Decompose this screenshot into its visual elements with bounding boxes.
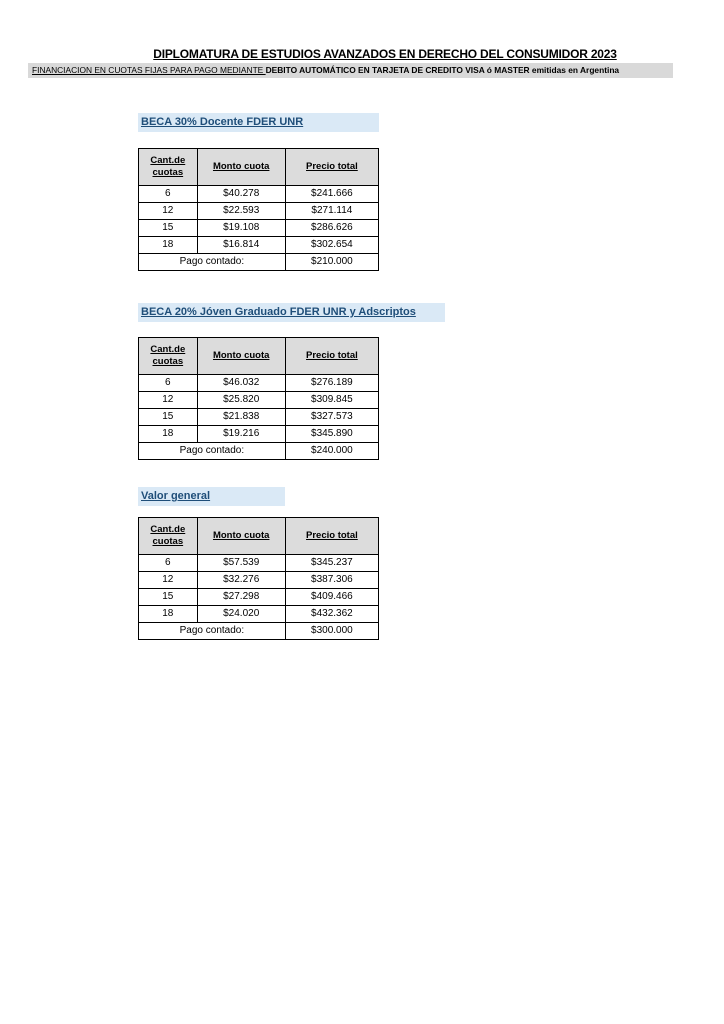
cell-cuotas: 15 (139, 220, 198, 237)
table-row (139, 572, 379, 589)
cell-monto: $40.278 (197, 186, 285, 203)
table-header-row (139, 149, 379, 186)
cell-precio: $271.114 (285, 203, 378, 220)
cell-monto: $27.298 (197, 589, 285, 606)
fee-table-beca-30 (138, 148, 379, 271)
table-row (139, 186, 379, 203)
table-header-row (139, 518, 379, 555)
contado-row (139, 623, 379, 640)
contado-label: Pago contado: (139, 623, 286, 640)
cell-monto: $22.593 (197, 203, 285, 220)
section-label-beca-30: BECA 30% Docente FDER UNR (138, 113, 379, 132)
cell-cuotas: 15 (139, 409, 198, 426)
cell-precio: $345.237 (285, 555, 378, 572)
table-row (139, 237, 379, 254)
section-label-valor-general: Valor general (138, 487, 285, 506)
cell-cuotas: 6 (139, 375, 198, 392)
table-row (139, 392, 379, 409)
contado-value: $210.000 (285, 254, 378, 271)
header-precio: Precio total (285, 518, 378, 555)
subheader-bold-text: DEBITO AUTOMÁTICO EN TARJETA DE CREDITO VISA ó MASTER emitidas en Argentina (265, 65, 620, 75)
header-monto: Monto cuota (197, 518, 285, 555)
table-row (139, 220, 379, 237)
subheader-normal-text: FINANCIACION EN CUOTAS FIJAS PARA PAGO MEDIANTE (32, 65, 266, 75)
cell-precio: $387.306 (285, 572, 378, 589)
contado-row (139, 443, 379, 460)
cell-cuotas: 6 (139, 555, 198, 572)
cell-cuotas: 15 (139, 589, 198, 606)
fee-table-beca-20 (138, 337, 379, 460)
header-monto: Monto cuota (197, 338, 285, 375)
cell-monto: $19.216 (197, 426, 285, 443)
cell-cuotas: 12 (139, 392, 198, 409)
table-row (139, 426, 379, 443)
cell-precio: $241.666 (285, 186, 378, 203)
cell-precio: $409.466 (285, 589, 378, 606)
cell-monto: $57.539 (197, 555, 285, 572)
cell-cuotas: 6 (139, 186, 198, 203)
cell-precio: $276.189 (285, 375, 378, 392)
table-row (139, 409, 379, 426)
table-row (139, 555, 379, 572)
cell-precio: $286.626 (285, 220, 378, 237)
table-row (139, 375, 379, 392)
document-title: DIPLOMATURA DE ESTUDIOS AVANZADOS EN DERECHO DEL CONSUMIDOR 2023 (153, 47, 617, 61)
cell-precio: $302.654 (285, 237, 378, 254)
header-cuotas: Cant.de cuotas (139, 518, 198, 555)
cell-monto: $25.820 (197, 392, 285, 409)
cell-precio: $432.362 (285, 606, 378, 623)
cell-monto: $32.276 (197, 572, 285, 589)
contado-value: $300.000 (285, 623, 378, 640)
header-monto: Monto cuota (197, 149, 285, 186)
section-label-beca-20: BECA 20% Jóven Graduado FDER UNR y Adscriptos (138, 303, 445, 322)
header-cuotas: Cant.de cuotas (139, 338, 198, 375)
cell-cuotas: 12 (139, 203, 198, 220)
cell-monto: $16.814 (197, 237, 285, 254)
cell-cuotas: 18 (139, 237, 198, 254)
header-precio: Precio total (285, 149, 378, 186)
header-precio: Precio total (285, 338, 378, 375)
table-header-row (139, 338, 379, 375)
cell-precio: $309.845 (285, 392, 378, 409)
cell-cuotas: 18 (139, 606, 198, 623)
table-row (139, 606, 379, 623)
cell-monto: $46.032 (197, 375, 285, 392)
table-row (139, 203, 379, 220)
cell-monto: $21.838 (197, 409, 285, 426)
fee-table-valor-general (138, 517, 379, 640)
contado-row (139, 254, 379, 271)
cell-precio: $327.573 (285, 409, 378, 426)
cell-monto: $19.108 (197, 220, 285, 237)
table-row (139, 589, 379, 606)
header-cuotas: Cant.de cuotas (139, 149, 198, 186)
cell-precio: $345.890 (285, 426, 378, 443)
cell-monto: $24.020 (197, 606, 285, 623)
contado-label: Pago contado: (139, 254, 286, 271)
cell-cuotas: 12 (139, 572, 198, 589)
contado-label: Pago contado: (139, 443, 286, 460)
financing-subheader (28, 63, 673, 78)
contado-value: $240.000 (285, 443, 378, 460)
cell-cuotas: 18 (139, 426, 198, 443)
